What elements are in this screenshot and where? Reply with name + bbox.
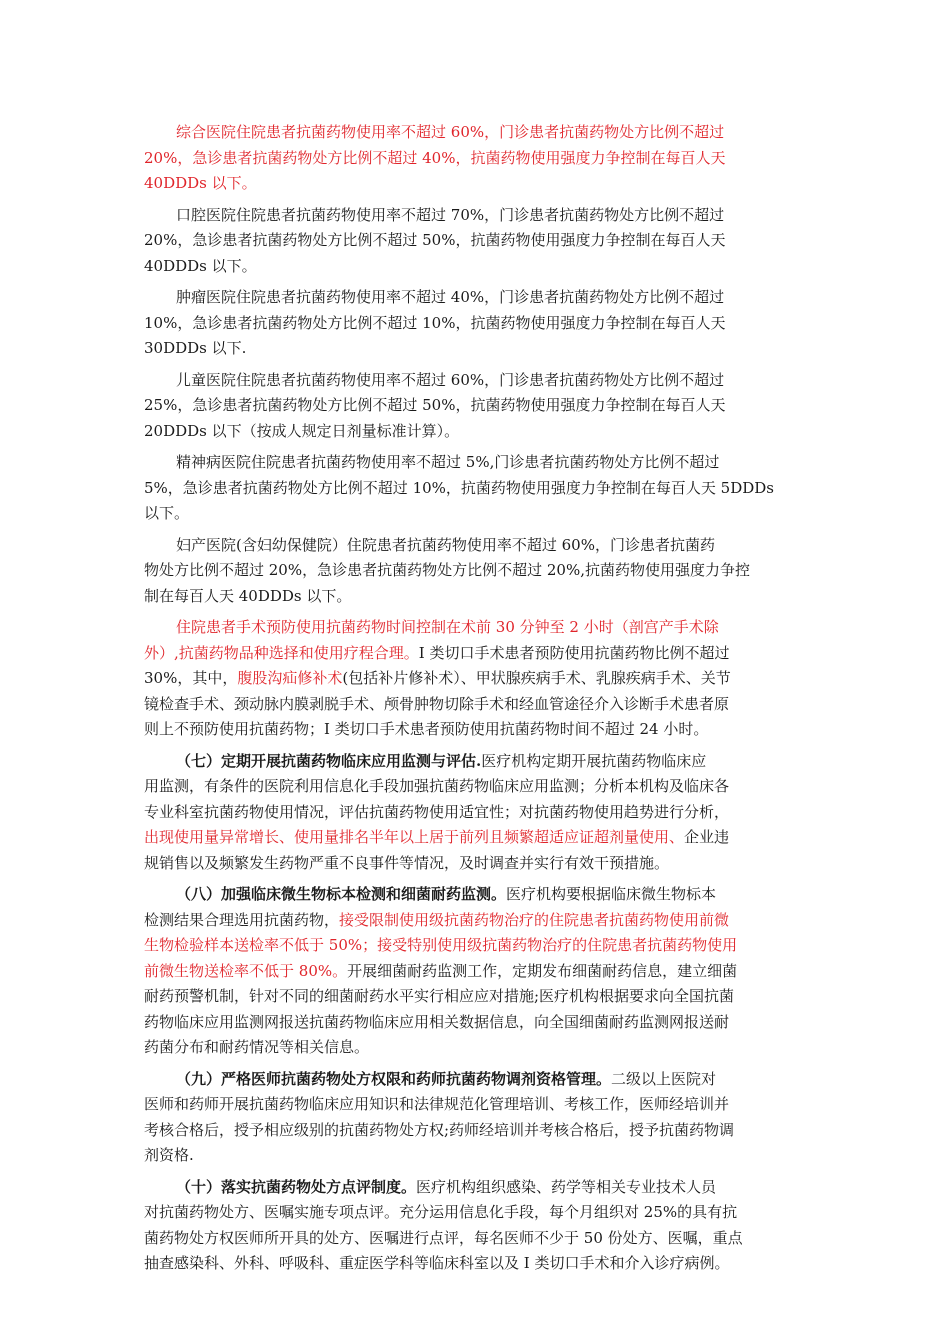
text-line [144, 368, 810, 394]
section-heading: （十）落实抗菌药物处方点评制度。 [176, 1177, 417, 1196]
text-run: 肿瘤医院住院患者抗菌药物使用率不超过 40%，门诊患者抗菌药物处方比例不超过 [176, 288, 725, 306]
text-line [144, 1175, 810, 1201]
text-run: 30DDDs 以下. [144, 339, 247, 357]
text-run: 30%，其中， [144, 669, 238, 687]
text-run: 企业违 [684, 828, 730, 846]
text-run: 镜检查手术、颈动脉内膜剥脱手术、颅骨肿物切除手术和经血管途径介入诊断手术患者原 [144, 694, 730, 713]
text-line [144, 825, 810, 851]
text-line [144, 120, 810, 146]
text-line [144, 851, 810, 877]
text-line [144, 908, 810, 934]
text-run: 5%，急诊患者抗菌药物处方比例不超过 10%，抗菌药物使用强度力争控制在每百人天 5DDDs [144, 478, 774, 497]
text-run: 制在每百人天 40DDDs 以下。 [144, 586, 352, 605]
text-run: 抽查感染科、外科、呼吸科、重症医学科等临床科室以及 I 类切口手术和介入诊疗病例。 [144, 1254, 730, 1272]
highlighted-text: 接受限制使用级抗菌药物治疗的住院患者抗菌药物使用前微 [339, 910, 730, 929]
text-line [144, 959, 810, 985]
paragraph-section-9 [144, 1067, 810, 1169]
text-line [144, 1067, 810, 1093]
text-line [144, 558, 810, 584]
text-run: 考核合格后，授予相应级别的抗菌药物处方权;药师经培训并考核合格后，授予抗菌药物调 [144, 1120, 735, 1139]
paragraph-section-10 [144, 1175, 810, 1277]
section-heading: （九）严格医师抗菌药物处方权限和药师抗菌药物调剂资格管理。 [176, 1069, 612, 1088]
text-run: 则上不预防使用抗菌药物；I 类切口手术患者预防使用抗菌药物时间不超过 24 小时。 [144, 720, 709, 738]
text-run: 儿童医院住院患者抗菌药物使用率不超过 60%，门诊患者抗菌药物处方比例不超过 [176, 370, 725, 389]
highlighted-text: 综合医院住院患者抗菌药物使用率不超过 60%，门诊患者抗菌药物处方比例不超过 [176, 123, 725, 141]
text-run: (包括补片修补术）、甲状腺疾病手术、乳腺疾病手术、关节 [342, 669, 731, 687]
highlighted-text: 腹股沟疝修补术 [237, 669, 343, 687]
text-run: 对抗菌药物处方、医嘱实施专项点评。充分运用信息化手段，每个月组织对 25%的具有抗 [144, 1203, 738, 1221]
text-line [144, 311, 810, 337]
text-run: 医疗机构组织感染、药学等相关专业技术人员 [416, 1177, 717, 1196]
text-line [144, 450, 810, 476]
text-line [144, 1010, 810, 1036]
paragraph-surgical-prophylaxis [144, 615, 810, 743]
section-heading: （七）定期开展抗菌药物临床应用监测与评估. [176, 751, 482, 770]
text-run: 菌药物处方权医师所开具的处方、医嘱进行点评，每名医师不少于 50 份处方、医嘱，重点 [144, 1228, 743, 1247]
text-run: 剂资格. [144, 1146, 194, 1164]
text-line [144, 1251, 810, 1277]
paragraph-maternity-hospital [144, 533, 810, 610]
text-line [144, 533, 810, 559]
highlighted-text: 住院患者手术预防使用抗菌药物时间控制在术前 30 分钟至 2 小时（剖宫产手术除 [176, 618, 719, 636]
text-line [144, 774, 810, 800]
text-line [144, 584, 810, 610]
text-line [144, 1092, 810, 1118]
text-line [144, 285, 810, 311]
text-run: 检测结果合理选用抗菌药物， [144, 910, 340, 929]
paragraph-tumor-hospital [144, 285, 810, 362]
text-line [144, 501, 810, 527]
text-line [144, 692, 810, 718]
text-run: 物处方比例不超过 20%，急诊患者抗菌药物处方比例不超过 20%,抗菌药物使用强度力争控 [144, 561, 750, 579]
text-line [144, 882, 810, 908]
highlighted-text: 出现使用量异常增长、使用量排名半年以上居于前列且频繁超适应证超剂量使用、 [144, 828, 685, 846]
highlighted-text: 20%，急诊患者抗菌药物处方比例不超过 40%，抗菌药物使用强度力争控制在每百人天 [144, 148, 726, 167]
highlighted-text: 外）,抗菌药物品种选择和使用疗程合理。 [144, 643, 419, 662]
text-line [144, 984, 810, 1010]
text-run: 医疗机构定期开展抗菌药物临床应 [481, 751, 707, 770]
paragraph-psychiatric-hospital [144, 450, 810, 527]
text-run: 二级以上医院对 [611, 1069, 717, 1088]
text-line [144, 1143, 810, 1169]
text-line [144, 749, 810, 775]
highlighted-text: 前微生物送检率不低于 80%。 [144, 961, 348, 980]
paragraph-dental-hospital [144, 203, 810, 280]
text-run: 专业科室抗菌药物使用情况，评估抗菌药物使用适宜性；对抗菌药物使用趋势进行分析， [144, 802, 730, 821]
text-line [144, 1035, 810, 1061]
paragraph-general-hospital [144, 120, 810, 197]
text-run: 规销售以及频繁发生药物严重不良事件等情况，及时调查并实行有效干预措施。 [144, 853, 670, 872]
text-line [144, 393, 810, 419]
paragraph-children-hospital [144, 368, 810, 445]
text-run: 耐药预警机制，针对不同的细菌耐药水平实行相应应对措施;医疗机构根据要求向全国抗菌 [144, 987, 735, 1005]
text-line [144, 146, 810, 172]
text-line [144, 203, 810, 229]
text-line [144, 476, 810, 502]
text-run: 妇产医院(含妇幼保健院）住院患者抗菌药物使用率不超过 60%，门诊患者抗菌药 [176, 535, 715, 554]
highlighted-text: 生物检验样本送检率不低于 50%；接受特别使用级抗菌药物治疗的住院患者抗菌药物使用 [144, 936, 738, 954]
text-run: 精神病医院住院患者抗菌药物使用率不超过 5%,门诊患者抗菌药物处方比例不超过 [176, 453, 720, 471]
text-line [144, 228, 810, 254]
text-run: 25%，急诊患者抗菌药物处方比例不超过 50%，抗菌药物使用强度力争控制在每百人天 [144, 396, 726, 414]
text-line [144, 717, 810, 743]
highlighted-text: 40DDDs 以下。 [144, 174, 257, 192]
paragraph-section-7 [144, 749, 810, 877]
text-run: 开展细菌耐药监测工作，定期发布细菌耐药信息，建立细菌 [347, 961, 738, 980]
text-line [144, 419, 810, 445]
text-run: 药物临床应用监测网报送抗菌药物临床应用相关数据信息，向全国细菌耐药监测网报送耐 [144, 1012, 730, 1031]
text-run: 10%，急诊患者抗菌药物处方比例不超过 10%，抗菌药物使用强度力争控制在每百人天 [144, 313, 726, 332]
section-heading: （八）加强临床微生物标本检测和细菌耐药监测。 [176, 885, 507, 903]
text-run: 20DDDs 以下（按成人规定日剂量标准计算）。 [144, 421, 460, 440]
text-line [144, 800, 810, 826]
text-line [144, 641, 810, 667]
text-line [144, 336, 810, 362]
text-line [144, 666, 810, 692]
text-line [144, 615, 810, 641]
text-run: 医师和药师开展抗菌药物临床应用知识和法律规范化管理培训、考核工作，医师经培训并 [144, 1095, 730, 1113]
text-run: 用监测，有条件的医院利用信息化手段加强抗菌药物临床应用监测；分析本机构及临床各 [144, 777, 730, 795]
text-line [144, 254, 810, 280]
text-run: 40DDDs 以下。 [144, 256, 257, 275]
text-line [144, 1118, 810, 1144]
text-run: 口腔医院住院患者抗菌药物使用率不超过 70%，门诊患者抗菌药物处方比例不超过 [176, 205, 725, 224]
text-line [144, 933, 810, 959]
text-line [144, 171, 810, 197]
text-run: 20%，急诊患者抗菌药物处方比例不超过 50%，抗菌药物使用强度力争控制在每百人天 [144, 231, 726, 249]
text-line [144, 1200, 810, 1226]
text-run: I 类切口手术患者预防使用抗菌药物比例不超过 [418, 643, 730, 662]
text-run: 药菌分布和耐药情况等相关信息。 [144, 1038, 370, 1056]
paragraph-section-8 [144, 882, 810, 1061]
document-page [144, 120, 810, 1283]
text-run: 医疗机构要根据临床微生物标本 [506, 885, 717, 903]
text-run: 以下。 [144, 504, 190, 522]
text-line [144, 1226, 810, 1252]
